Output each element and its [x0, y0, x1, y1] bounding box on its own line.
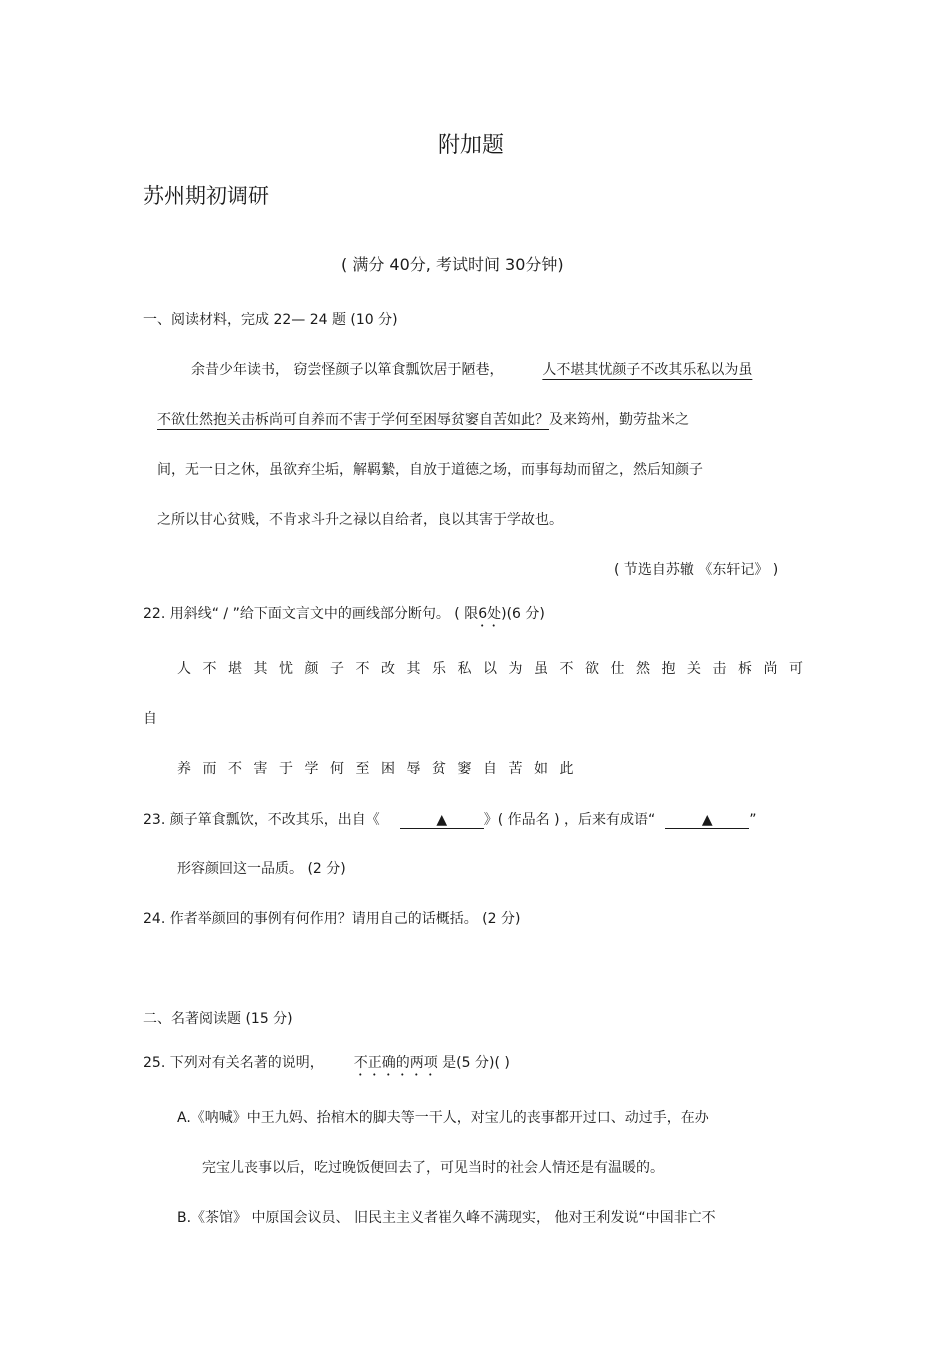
passage-underlined-1: 人不堪其忧颜子不改其乐私以为虽	[542, 362, 753, 378]
q22-sentence-wrap: 自	[143, 711, 157, 727]
q23-blank-2[interactable]: ▲	[665, 812, 749, 829]
q23-text-3: ”	[749, 812, 757, 828]
q22-text: 22. 用斜线“ / ”给下面文言文中的画线部分断句。 ( 限	[143, 606, 479, 622]
q22-score: )(6 分)	[501, 606, 545, 622]
question-23	[143, 811, 757, 829]
q25-score: 是(5 分)( )	[442, 1055, 510, 1071]
q25-option-a-line-1: A.《呐喊》中王九妈、抬棺木的脚夫等一干人，对宝儿的丧事都开过口、动过手，在办	[177, 1110, 709, 1126]
passage-line-1-plain: 余昔少年读书， 窃尝怪颜子以箪食瓢饮居于陋巷，	[191, 362, 504, 378]
q22-sentence-line-2: 养而不害于学何至困辱贫窭自苦如此	[177, 761, 585, 777]
q23-line-2: 形容颜回这一品质。 (2 分)	[177, 861, 346, 877]
q22-emphasis: 6处	[478, 606, 502, 622]
question-24: 24. 作者举颜回的事例有何作用？请用自己的话概括。 (2 分)	[143, 911, 521, 927]
passage-line-4: 之所以甘心贫贱，不肯求斗升之禄以自给者，良以其害于学故也。	[157, 512, 563, 528]
q22-sentence-line-1: 人不堪其忧颜子不改其乐私以为虽不欲仕然抱关击柝尚可	[177, 661, 815, 677]
q23-text-1: 23. 颜子箪食瓢饮，不改其乐，出自《	[143, 812, 380, 828]
passage-underlined-2: 不欲仕然抱关击柝尚可自养而不害于学何至困辱贫窭自苦如此？	[157, 412, 549, 428]
score-info: ( 满分 40分, 考试时间 30分钟)	[341, 255, 564, 274]
passage-line-3: 间，无一日之休，虽欲弃尘垢，解羁縶，自放于道德之场，而事每劫而留之，然后知颜子	[157, 462, 703, 478]
q23-blank-1[interactable]: ▲	[400, 812, 484, 829]
q25-emphasis: 不正确的两项	[353, 1055, 438, 1071]
question-22	[143, 605, 545, 630]
section2-heading: 二、名著阅读题 (15 分)	[143, 1011, 293, 1027]
passage-line-1	[191, 361, 778, 379]
passage-line-2-plain: 及来筠州，勤劳盐米之	[549, 412, 689, 428]
passage-source: ( 节选自苏辙 《东轩记》 )	[614, 562, 779, 578]
passage-line-2	[157, 411, 689, 429]
page-title: 附加题	[438, 133, 505, 158]
q25-option-b-line-1: B.《茶馆》 中原国会议员、 旧民主主义者崔久峰不满现实， 他对王利发说“中国非亡不	[177, 1210, 716, 1226]
q25-text: 25. 下列对有关名著的说明，	[143, 1055, 324, 1071]
q25-option-a-line-2: 完宝儿丧事以后，吃过晚饭便回去了，可见当时的社会人情还是有温暖的。	[202, 1160, 664, 1176]
exam-subtitle: 苏州期初调研	[143, 184, 269, 208]
section1-heading: 一、阅读材料，完成 22— 24 题 (10 分)	[143, 312, 398, 328]
q23-text-2: 》( 作品名 ) ，后来有成语“	[483, 812, 656, 828]
question-25	[143, 1054, 510, 1079]
